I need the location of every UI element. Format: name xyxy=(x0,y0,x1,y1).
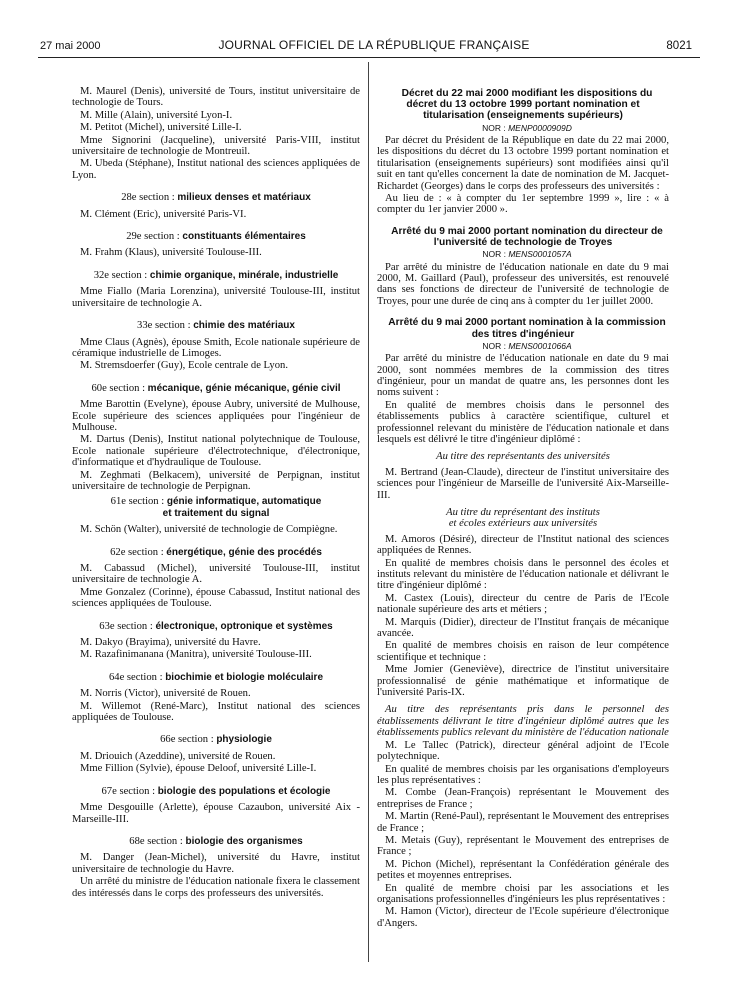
decree-title: Décret du 22 mai 2000 modifiant les dispositions du décret du 13 octobre 1999 portant nomination et titularisation (enseignements supérieurs) xyxy=(401,88,653,122)
nor-reference: NOR : MENS0001066A xyxy=(482,340,572,351)
entry: Mme Barottin (Evelyne), épouse Aubry, université de Mulhouse, Ecole supérieure des sciences appliquées pour l'ingénieur de Mulhouse. xyxy=(72,399,360,433)
decree-title: Arrêté du 9 mai 2000 portant nomination à la commission des titres d'ingénieur xyxy=(388,317,666,340)
paragraph: M. Le Tallec (Patrick), directeur général adjoint de l'Ecole polytechnique. xyxy=(377,739,669,763)
section-heading: 60e section : mécanique, génie mécanique, génie civil xyxy=(91,382,341,394)
paragraph: En qualité de membres choisis en raison de leur compétence scientifique et technique : xyxy=(377,640,669,663)
entry: Mme Desgouille (Arlette), épouse Cazaubon, université Aix - Marseille-III. xyxy=(72,802,360,825)
section-heading: 66e section : physiologie xyxy=(160,734,272,746)
section-heading: 29e section : constituants élémentaires xyxy=(126,231,306,243)
left-column xyxy=(72,86,360,900)
page-number: 8021 xyxy=(666,40,692,52)
entry: M. Schön (Walter), université de technologie de Compiègne. xyxy=(80,524,338,536)
entry: M. Willemot (René-Marc), Institut national des sciences appliquées de Toulouse. xyxy=(72,700,360,724)
closing-paragraph: Un arrêté du ministre de l'éducation nationale fixera le classement des intéressés dans le corps des professeurs des universités. xyxy=(72,876,360,899)
paragraph: Mme Jomier (Geneviève), directrice de l'institut universitaire professionnalisé de génie mathématique et informatique de l'université Paris-IX. xyxy=(377,664,669,699)
paragraph: M. Martin (René-Paul), représentant le Mouvement des entreprises de France ; xyxy=(377,811,669,834)
paragraph: En qualité de membres choisis dans le personnel des établissements publics à caractère scientifique, culturel et professionnel relevant du ministère de l'éducation nationale et dans lesquels est délivré le titre d'ingénieur diplômé : xyxy=(377,399,669,445)
column-divider xyxy=(368,62,369,962)
section-heading: 68e section : biologie des organismes xyxy=(129,835,303,847)
paragraph: En qualité de membres choisis par les organisations d'employeurs les plus représentatives : xyxy=(377,763,669,786)
paragraph: M. Pichon (Michel), représentant la Confédération générale des petites et moyennes entreprises. xyxy=(377,858,669,882)
entry: M. Frahm (Klaus), université Toulouse-III. xyxy=(80,247,262,259)
entry: M. Petitot (Michel), université Lille-I. xyxy=(80,122,242,134)
entry: Mme Claus (Agnès), épouse Smith, Ecole nationale supérieure de céramique industrielle de Limoges. xyxy=(72,336,360,359)
section-heading: 62e section : énergétique, génie des procédés xyxy=(110,546,322,558)
section-heading: 64e section : biochimie et biologie moléculaire xyxy=(108,671,323,683)
section-heading: 67e section : biologie des populations et écologie xyxy=(101,785,331,797)
paragraph: M. Combe (Jean-François) représentant le Mouvement des entreprises de France ; xyxy=(377,787,669,810)
section-heading: 32e section : chimie organique, minérale, industrielle xyxy=(93,269,339,281)
right-column xyxy=(377,88,669,930)
subheading: Au titre des représentants des universités xyxy=(436,451,610,463)
section-heading: 28e section : milieux denses et matériaux xyxy=(121,192,311,204)
entry: M. Razafinimanana (Manitra), université Toulouse-III. xyxy=(80,649,312,661)
paragraph: Par arrêté du ministre de l'éducation nationale en date du 9 mai 2000, M. Gaillard (Paul), professeur des universités, est renouvelé dans ses fonctions de directeur de l'université de technologie de Troyes, pour une durée de cinq ans à compter du 1er juillet 2000. xyxy=(377,261,669,307)
paragraph: Par arrêté du ministre de l'éducation nationale en date du 9 mai 2000, sont nommées membres de la commission des titres d'ingénieur, pour un mandat de quatre ans, les personnes dont les noms suivent : xyxy=(377,353,669,399)
paragraph: En qualité de membres choisis dans le personnel des écoles et instituts relevant du ministère de l'éducation nationale et délivrant le titre d'ingénieur diplômé : xyxy=(377,557,669,592)
issue-date: 27 mai 2000 xyxy=(40,40,101,52)
paragraph: M. Castex (Louis), directeur du centre de Paris de l'Ecole nationale supérieure des arts et métiers ; xyxy=(377,592,669,616)
entry: Mme Fillion (Sylvie), épouse Deloof, université Lille-I. xyxy=(80,763,317,775)
decree-title: Arrêté du 9 mai 2000 portant nomination du directeur de l'université de technologie de Troyes xyxy=(391,225,663,249)
nor-reference: NOR : MENS0001057A xyxy=(482,249,572,260)
journal-title: JOURNAL OFFICIEL DE LA RÉPUBLIQUE FRANÇAISE xyxy=(218,38,530,52)
page-header xyxy=(0,38,748,58)
paragraph: M. Bertrand (Jean-Claude), directeur de l'institut universitaire des sciences pour l'ingénieur de Marseille de l'université Aix-Marseille-III. xyxy=(377,466,669,501)
entry: M. Ubeda (Stéphane), Institut national des sciences appliquées de Lyon. xyxy=(72,158,360,181)
paragraph: Par décret du Président de la République en date du 22 mai 2000, les dispositions du décret du 13 octobre 1999 portant nomination et titularisation (enseignements supérieurs) sont modifiées ainsi qu'il suit en tant qu'elles concernent la date de nomination de M. Jacquet-Richardet (Georges) dans le corps des professeurs des universités : xyxy=(377,135,669,192)
paragraph: M. Amoros (Désiré), directeur de l'Institut national des sciences appliquées de Rennes. xyxy=(377,533,669,557)
entry: M. Dartus (Denis), Institut national polytechnique de Toulouse, Ecole nationale supérieure d'électrotechnique, d'électronique, d'informatique et d'hydraulique de Toulouse. xyxy=(72,434,360,469)
entry: M. Danger (Jean-Michel), université du Havre, institut universitaire de technologie du Havre. xyxy=(72,852,360,875)
paragraph: M. Hamon (Victor), directeur de l'Ecole supérieure d'électronique d'Angers. xyxy=(377,906,669,929)
subheading: Au titre du représentant des instituts et écoles extérieurs aux universités xyxy=(446,506,600,530)
entry: M. Zeghmati (Belkacem), université de Perpignan, institut universitaire de technologie de Perpignan. xyxy=(72,469,360,492)
entry: M. Norris (Victor), université de Rouen. xyxy=(80,688,251,700)
entry: M. Stremsdoerfer (Guy), Ecole centrale de Lyon. xyxy=(80,360,288,372)
paragraph: En qualité de membre choisi par les associations et les organisations professionnelles d'ingénieurs les plus représentatives : xyxy=(377,882,669,905)
entry: Mme Signorini (Jacqueline), université Paris-VIII, institut universitaire de technologie de Montreuil. xyxy=(72,134,360,158)
entry: M. Maurel (Denis), université de Tours, institut universitaire de technologie de Tours. xyxy=(72,86,360,109)
paragraph: Au lieu de : « à compter du 1er septembre 1999 », lire : « à compter du 1er janvier 2000 ». xyxy=(377,193,669,216)
entry: M. Mille (Alain), université Lyon-I. xyxy=(80,109,233,121)
entry: M. Driouich (Azeddine), université de Rouen. xyxy=(80,750,276,762)
section-heading: 61e section : génie informatique, automatique et traitement du signal xyxy=(110,496,322,519)
entry: M. Dakyo (Brayima), université du Havre. xyxy=(80,637,261,649)
paragraph: M. Metais (Guy), représentant le Mouvement des entreprises de France ; xyxy=(377,834,669,858)
section-heading: 63e section : électronique, optronique et systèmes xyxy=(99,620,333,632)
header-rule xyxy=(38,57,700,58)
entry: M. Clément (Eric), université Paris-VI. xyxy=(80,208,247,220)
entry: Mme Fiallo (Maria Lorenzina), université Toulouse-III, institut universitaire de technologie A. xyxy=(72,286,360,309)
entry: M. Cabassud (Michel), université Toulouse-III, institut universitaire de technologie A. xyxy=(72,563,360,586)
subheading: Au titre des représentants pris dans le personnel des établissements délivrant le titre d'ingénieur diplômé autres que les établissements publics relevant du ministère de l'éducation nationale xyxy=(377,704,669,739)
nor-reference: NOR : MENP0000909D xyxy=(482,122,572,133)
section-heading: 33e section : chimie des matériaux xyxy=(137,320,295,332)
entry: Mme Gonzalez (Corinne), épouse Cabassud, Institut national des sciences appliquées de Toulouse. xyxy=(72,586,360,610)
paragraph: M. Marquis (Didier), directeur de l'Institut français de mécanique avancée. xyxy=(377,616,669,640)
